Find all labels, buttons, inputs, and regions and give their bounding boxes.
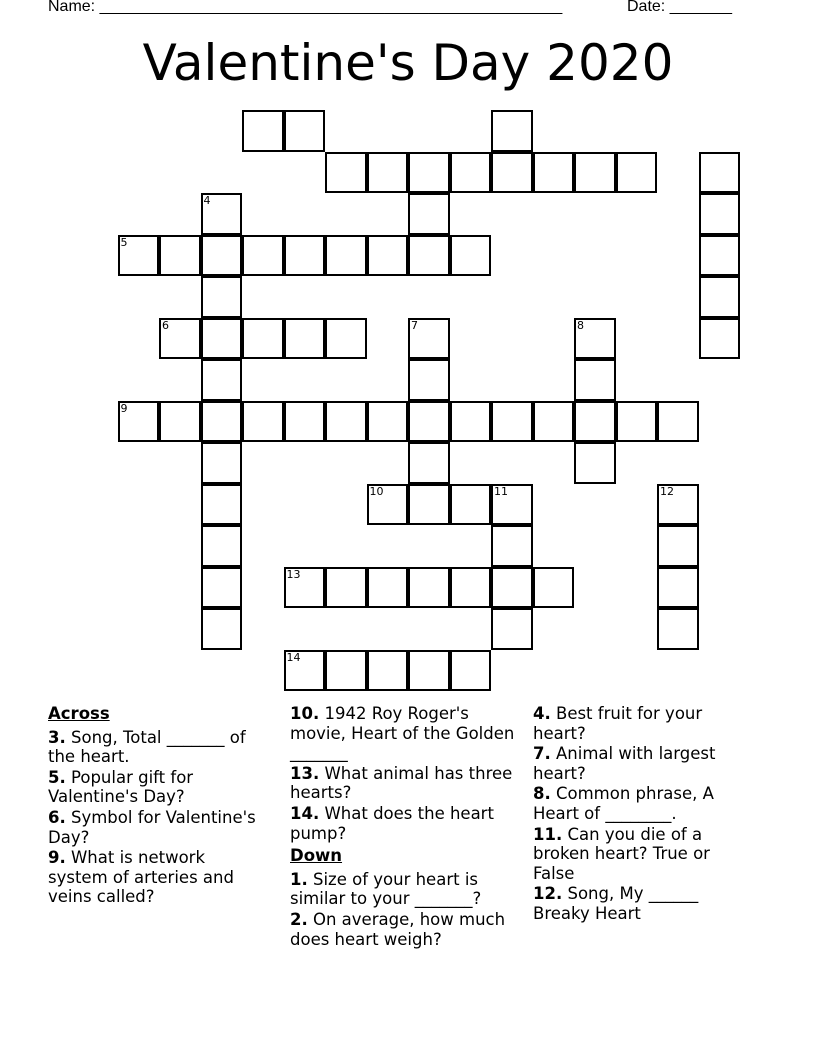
down-clue-1: 1. Size of your heart is similar to your _______?	[290, 869, 482, 909]
grid-cell[interactable]	[574, 401, 616, 443]
clue-number: 13	[286, 567, 301, 581]
date-field-label: Date: _______	[627, 0, 732, 15]
across-clue-6: 6. Symbol for Valentine's Day?	[48, 807, 256, 847]
grid-cell[interactable]	[616, 401, 658, 443]
clue-number: 9	[120, 401, 128, 415]
grid-cell[interactable]	[491, 110, 533, 152]
grid-cell[interactable]	[491, 484, 533, 526]
grid-cell[interactable]	[491, 401, 533, 443]
grid-cell[interactable]	[159, 235, 201, 277]
down-clue-12: 12. Song, My ______ Breaky Heart	[533, 884, 699, 923]
clues-column-1	[48, 704, 263, 908]
clue-number: 7	[411, 318, 418, 332]
grid-cell[interactable]	[201, 276, 243, 318]
grid-cell[interactable]	[408, 318, 450, 360]
clues-column-2	[290, 704, 515, 950]
grid-cell[interactable]	[450, 650, 492, 692]
grid-cell[interactable]	[325, 318, 367, 360]
grid-cell[interactable]	[450, 235, 492, 277]
grid-cell[interactable]	[284, 318, 326, 360]
grid-cell[interactable]	[201, 567, 243, 609]
grid-cell[interactable]	[159, 401, 201, 443]
grid-cell[interactable]	[408, 193, 450, 235]
clues-column-3	[533, 704, 748, 925]
grid-cell[interactable]	[533, 567, 575, 609]
grid-cell[interactable]	[657, 484, 699, 526]
grid-cell[interactable]	[201, 235, 243, 277]
clue-number: 6	[162, 318, 169, 332]
grid-cell[interactable]	[201, 525, 243, 567]
clue-number: 11	[494, 484, 508, 498]
grid-cell[interactable]	[574, 152, 616, 194]
grid-cell[interactable]	[491, 152, 533, 194]
clue-number: 5	[120, 235, 128, 249]
grid-cell[interactable]	[657, 608, 699, 650]
clue-number: 14	[286, 650, 301, 664]
grid-cell[interactable]	[242, 318, 284, 360]
grid-cell[interactable]	[699, 152, 741, 194]
across-clue-3: 3. Song, Total _______ of the heart.	[48, 727, 246, 767]
grid-cell[interactable]	[574, 318, 616, 360]
name-field-label: Name: ____________________________________________________	[48, 0, 563, 15]
grid-cell[interactable]	[408, 235, 450, 277]
grid-cell[interactable]	[284, 567, 326, 609]
grid-cell[interactable]	[367, 484, 409, 526]
grid-cell[interactable]	[201, 318, 243, 360]
down-clue-4: 4. Best fruit for your heart?	[533, 704, 703, 743]
clue-number: 12	[660, 484, 674, 498]
grid-cell[interactable]	[201, 442, 243, 484]
grid-cell[interactable]	[118, 401, 160, 443]
grid-cell[interactable]	[325, 152, 367, 194]
grid-cell[interactable]	[284, 650, 326, 692]
grid-cell[interactable]	[699, 318, 741, 360]
grid-cell[interactable]	[450, 152, 492, 194]
grid-cell[interactable]	[491, 567, 533, 609]
grid-cell[interactable]	[367, 235, 409, 277]
grid-cell[interactable]	[284, 110, 326, 152]
grid-cell[interactable]	[408, 567, 450, 609]
grid-cell[interactable]	[325, 650, 367, 692]
grid-cell[interactable]	[201, 401, 243, 443]
across-clue-14: 14. What does the heart pump?	[290, 803, 494, 843]
grid-cell[interactable]	[201, 359, 243, 401]
page-title: Valentine's Day 2020	[142, 34, 674, 92]
grid-cell[interactable]	[408, 359, 450, 401]
across-clue-9: 9. What is network system of arteries and veins called?	[48, 848, 234, 907]
grid-cell[interactable]	[450, 567, 492, 609]
grid-cell[interactable]	[284, 401, 326, 443]
grid-cell[interactable]	[533, 401, 575, 443]
grid-cell[interactable]	[533, 152, 575, 194]
clue-number: 4	[203, 194, 211, 207]
grid-cell[interactable]	[699, 193, 741, 235]
clue-number: 10	[369, 484, 384, 498]
grid-cell[interactable]	[657, 567, 699, 609]
grid-cell[interactable]	[408, 650, 450, 692]
down-clue-11: 11. Can you die of a broken heart? True or False	[533, 824, 710, 883]
grid-cell[interactable]	[325, 401, 367, 443]
grid-cell[interactable]	[159, 318, 201, 360]
across-clue-13: 13. What animal has three hearts?	[290, 763, 513, 803]
grid-cell[interactable]	[408, 442, 450, 484]
grid-cell[interactable]	[201, 608, 243, 650]
grid-cell[interactable]	[367, 650, 409, 692]
grid-cell[interactable]	[699, 276, 741, 318]
grid-cell[interactable]	[408, 152, 450, 194]
grid-cell[interactable]	[242, 110, 284, 152]
grid-cell[interactable]	[616, 152, 658, 194]
across-clue-10: 10. 1942 Roy Roger's movie, Heart of the Golden _______	[290, 704, 515, 763]
grid-cell[interactable]	[118, 235, 160, 277]
grid-cell[interactable]	[491, 608, 533, 650]
down-clue-8: 8. Common phrase, A Heart of ________.	[533, 784, 714, 823]
grid-cell[interactable]	[242, 235, 284, 277]
grid-cell[interactable]	[325, 235, 367, 277]
grid-cell[interactable]	[367, 152, 409, 194]
grid-cell[interactable]	[284, 235, 326, 277]
grid-cell[interactable]	[657, 401, 699, 443]
grid-cell[interactable]	[201, 193, 243, 235]
across-clue-5: 5. Popular gift for Valentine's Day?	[48, 767, 194, 807]
grid-cell[interactable]	[201, 484, 243, 526]
grid-cell[interactable]	[657, 525, 699, 567]
grid-cell[interactable]	[574, 359, 616, 401]
grid-cell[interactable]	[242, 401, 284, 443]
across-heading: Across	[48, 704, 110, 723]
down-heading: Down	[290, 846, 343, 866]
grid-cell[interactable]	[367, 401, 409, 443]
down-clue-7: 7. Animal with largest heart?	[533, 744, 716, 783]
clue-number: 8	[577, 318, 584, 332]
grid-cell[interactable]	[408, 484, 450, 526]
grid-cell[interactable]	[325, 567, 367, 609]
grid-cell[interactable]	[450, 401, 492, 443]
down-clue-2: 2. On average, how much does heart weigh?	[290, 909, 506, 949]
grid-cell[interactable]	[574, 442, 616, 484]
grid-cell[interactable]	[491, 525, 533, 567]
grid-cell[interactable]	[450, 484, 492, 526]
grid-cell[interactable]	[367, 567, 409, 609]
grid-cell[interactable]	[699, 235, 741, 277]
grid-cell[interactable]	[408, 401, 450, 443]
